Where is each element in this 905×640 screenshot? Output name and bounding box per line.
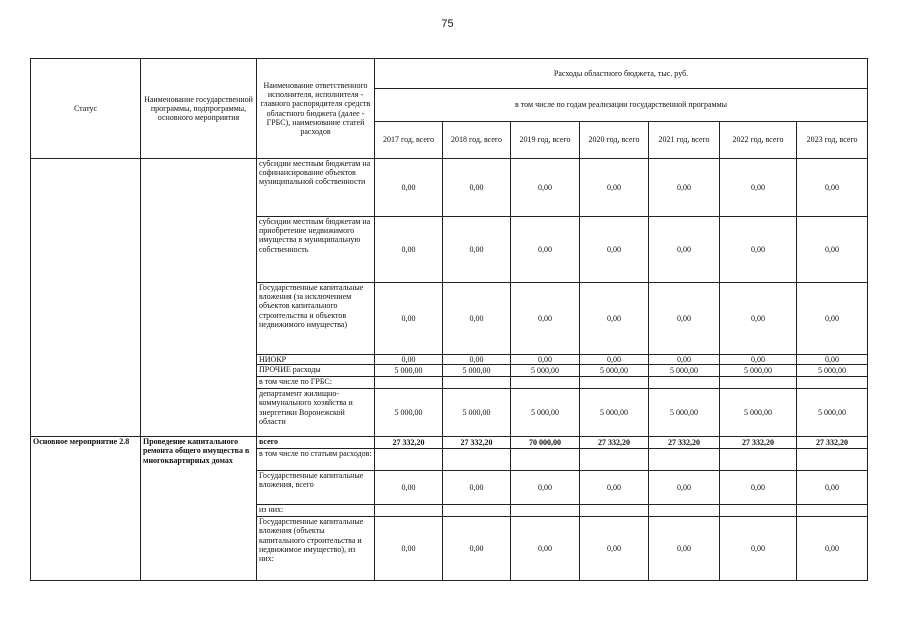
value-cell: 0,00: [649, 283, 720, 355]
value-cell: 5 000,00: [511, 365, 580, 377]
value-cell: 27 332,20: [580, 437, 649, 449]
header-year: 2023 год, всего: [797, 122, 868, 159]
row-label: Государственные капитальные вложения, всего: [257, 471, 375, 505]
value-cell: 0,00: [511, 355, 580, 365]
value-cell-empty: [797, 377, 868, 389]
header-executor: Наименование ответственного исполнителя, исполнителя - главного распорядителя средств областного бюджета (далее - ГРБС), наименование статей расходов: [257, 59, 375, 159]
measure-name: Проведение капитального ремонта общего имущества в многоквартирных домах: [141, 437, 257, 581]
value-cell: 5 000,00: [375, 365, 443, 377]
value-cell: 0,00: [443, 471, 511, 505]
header-program-name: Наименование государственной программы, подпрограммы, основного мероприятия: [141, 59, 257, 159]
header-row-1: [31, 59, 868, 89]
row-label: департамент жилищно-коммунального хозяйства и энергетики Воронежской области: [257, 389, 375, 437]
value-cell: 0,00: [375, 283, 443, 355]
value-cell-empty: [511, 505, 580, 517]
value-cell: 5 000,00: [797, 365, 868, 377]
value-cell: 0,00: [797, 159, 868, 217]
value-cell-empty: [580, 505, 649, 517]
row-label: НИОКР: [257, 355, 375, 365]
value-cell-empty: [797, 449, 868, 471]
value-cell: 0,00: [720, 159, 797, 217]
value-cell: 0,00: [649, 471, 720, 505]
value-cell: 0,00: [443, 217, 511, 283]
table-row: [31, 159, 868, 217]
value-cell: 0,00: [720, 355, 797, 365]
page-number: 75: [441, 18, 454, 30]
value-cell: 0,00: [375, 159, 443, 217]
row-label: в том числе по ГРБС:: [257, 377, 375, 389]
value-cell: 0,00: [375, 355, 443, 365]
value-cell: 70 000,00: [511, 437, 580, 449]
value-cell: 0,00: [443, 159, 511, 217]
value-cell: 0,00: [580, 159, 649, 217]
value-cell-empty: [443, 449, 511, 471]
header-year: 2019 год, всего: [511, 122, 580, 159]
value-cell: 0,00: [443, 355, 511, 365]
value-cell: 5 000,00: [443, 365, 511, 377]
header-by-years: в том числе по годам реализации государственной программы: [375, 89, 868, 122]
value-cell: 5 000,00: [511, 389, 580, 437]
value-cell: 0,00: [720, 517, 797, 581]
value-cell: 0,00: [511, 471, 580, 505]
header-year: 2021 год, всего: [649, 122, 720, 159]
value-cell: 0,00: [580, 355, 649, 365]
header-year: 2018 год, всего: [443, 122, 511, 159]
value-cell-empty: [443, 377, 511, 389]
value-cell: 0,00: [443, 517, 511, 581]
value-cell: 0,00: [649, 159, 720, 217]
value-cell: 0,00: [720, 283, 797, 355]
value-cell: 0,00: [511, 159, 580, 217]
value-cell: 27 332,20: [375, 437, 443, 449]
value-cell: 5 000,00: [649, 365, 720, 377]
value-cell: 27 332,20: [720, 437, 797, 449]
value-cell: 5 000,00: [720, 389, 797, 437]
value-cell: 0,00: [511, 217, 580, 283]
row-label: субсидии местным бюджетам на софинансирование объектов муниципальной собственности: [257, 159, 375, 217]
row-label: Государственные капитальные вложения (объекты капитального строительства и недвижимое имущество), из них:: [257, 517, 375, 581]
value-cell: 27 332,20: [443, 437, 511, 449]
value-cell: 0,00: [797, 283, 868, 355]
row-label: в том числе по статьям расходов:: [257, 449, 375, 471]
value-cell: 0,00: [649, 217, 720, 283]
row-label: Государственные капитальные вложения (за исключением объектов капитального строительства и объектов недвижимого имущества): [257, 283, 375, 355]
value-cell-empty: [375, 377, 443, 389]
value-cell: 5 000,00: [580, 389, 649, 437]
value-cell: 0,00: [375, 517, 443, 581]
measure-status: Основное мероприятие 2.8: [31, 437, 141, 581]
header-year: 2017 год, всего: [375, 122, 443, 159]
value-cell: 0,00: [511, 517, 580, 581]
value-cell: 0,00: [649, 355, 720, 365]
value-cell-empty: [797, 505, 868, 517]
table-row: [31, 437, 868, 449]
value-cell-empty: [580, 449, 649, 471]
value-cell: 0,00: [649, 517, 720, 581]
value-cell-empty: [580, 377, 649, 389]
value-cell: 0,00: [797, 217, 868, 283]
row-label: ПРОЧИЕ расходы: [257, 365, 375, 377]
header-year: 2022 год, всего: [720, 122, 797, 159]
value-cell-empty: [375, 449, 443, 471]
value-cell: 27 332,20: [649, 437, 720, 449]
value-cell: 0,00: [580, 517, 649, 581]
value-cell: 0,00: [443, 283, 511, 355]
value-cell: 0,00: [797, 471, 868, 505]
row-label: субсидии местным бюджетам на приобретение недвижимого имущества в муниципальную собственность: [257, 217, 375, 283]
value-cell: 27 332,20: [797, 437, 868, 449]
value-cell: 5 000,00: [375, 389, 443, 437]
value-cell: 5 000,00: [720, 365, 797, 377]
value-cell: 0,00: [580, 471, 649, 505]
value-cell-empty: [720, 505, 797, 517]
value-cell-empty: [375, 505, 443, 517]
value-cell: 0,00: [375, 217, 443, 283]
row-label: всего: [257, 437, 375, 449]
status-cell-empty: [31, 159, 141, 437]
value-cell: 5 000,00: [649, 389, 720, 437]
value-cell-empty: [443, 505, 511, 517]
budget-table: [30, 58, 868, 581]
header-year: 2020 год, всего: [580, 122, 649, 159]
value-cell: 5 000,00: [797, 389, 868, 437]
value-cell-empty: [720, 449, 797, 471]
value-cell: 5 000,00: [443, 389, 511, 437]
value-cell: 0,00: [511, 283, 580, 355]
value-cell: 0,00: [797, 517, 868, 581]
value-cell: 0,00: [580, 217, 649, 283]
header-expenses: Расходы областного бюджета, тыс. руб.: [375, 59, 868, 89]
value-cell-empty: [511, 449, 580, 471]
value-cell: 0,00: [375, 471, 443, 505]
value-cell-empty: [511, 377, 580, 389]
value-cell-empty: [649, 449, 720, 471]
value-cell: 0,00: [580, 283, 649, 355]
header-status: Статус: [31, 59, 141, 159]
value-cell: 0,00: [720, 217, 797, 283]
value-cell-empty: [720, 377, 797, 389]
value-cell-empty: [649, 377, 720, 389]
value-cell-empty: [649, 505, 720, 517]
value-cell: 5 000,00: [580, 365, 649, 377]
row-label: из них:: [257, 505, 375, 517]
program-cell-empty: [141, 159, 257, 437]
value-cell: 0,00: [797, 355, 868, 365]
value-cell: 0,00: [720, 471, 797, 505]
